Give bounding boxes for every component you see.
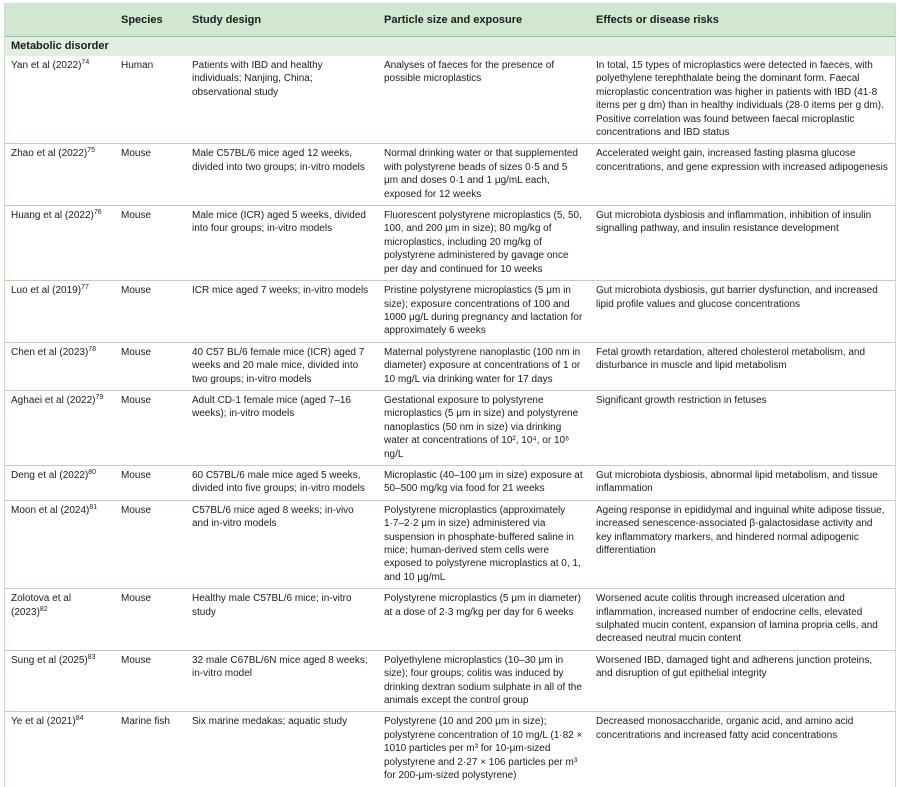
cell-study: [5, 650, 115, 712]
evidence-table: [5, 3, 895, 787]
cell-effects: Ageing response in epididymal and inguinal white adipose tissue, increased senescence-associated β-galactosidase activity and key inflammatory markers, and hindered normal adipogenic differentiation: [590, 500, 895, 588]
cell-study-design: 60 C57BL/6 male mice aged 5 weeks, divided into five groups; in-vitro models: [186, 465, 378, 500]
cell-study-design: 32 male C67BL/6N mice aged 8 weeks; in-vitro model: [186, 650, 378, 712]
table-row: [5, 56, 895, 144]
study-name: Aghaei et al (2022): [11, 394, 96, 406]
reference-number: 74: [81, 59, 90, 66]
cell-species: Mouse: [115, 206, 186, 281]
cell-species: Mouse: [115, 390, 186, 465]
header-study: [5, 3, 115, 37]
cell-effects: In total, 15 types of microplastics were detected in faeces, with polyethylene terephthalate being the dominant form. Faecal microplastic concentration was higher in patients with IBD (41·8 items per g dm) than in healthy individuals (28·0 items per g dm). Positive correlation was found between faecal microplastic concentrations and IBD status: [590, 56, 895, 144]
cell-study: [5, 281, 115, 343]
cell-study-design: Adult CD-1 female mice (aged 7–16 weeks); in-vitro models: [186, 390, 378, 465]
cell-study: [5, 712, 115, 787]
reference-number: 75: [87, 147, 95, 155]
cell-particle-exposure: Analyses of faeces for the presence of possible microplastics: [378, 56, 590, 144]
cell-effects: Fetal growth retardation, altered cholesterol metabolism, and disturbance in muscle and lipid metabolism: [590, 342, 895, 390]
cell-study: [5, 56, 115, 144]
study-name: Chen et al (2023): [11, 346, 89, 358]
cell-study: [5, 390, 115, 465]
header-study-design: Study design: [186, 3, 378, 37]
study-name: Luo et al (2019): [11, 285, 82, 297]
study-name: Zolotova et al (2023): [11, 593, 72, 618]
cell-study: [5, 144, 115, 206]
header-effects: Effects or disease risks: [590, 3, 895, 37]
cell-particle-exposure: Polystyrene microplastics (5 μm in diameter) at a dose of 2·3 mg/kg per day for 6 weeks: [378, 589, 590, 651]
cell-particle-exposure: Fluorescent polystyrene microplastics (5, 50, 100, and 200 μm in size); 80 mg/kg of microplastics, including 20 mg/kg of polystyrene administered by gavage once per day and continued for 10 weeks: [378, 206, 590, 281]
section-label: Metabolic disorder: [5, 37, 895, 57]
reference-number: 81: [89, 503, 98, 511]
cell-particle-exposure: Gestational exposure to polystyrene microplastics (5 μm in size) and polystyrene nanoplastics (50 nm in size) via drinking water at concentrations of 10², 10⁴, or 10⁶ ng/L: [378, 390, 590, 465]
cell-study: [5, 342, 115, 390]
cell-particle-exposure: Polyethylene microplastics (10–30 μm in size); four groups; colitis was induced by drinking dextran sodium sulphate in all of the animals except the control group: [378, 650, 590, 712]
cell-study-design: 40 C57 BL/6 female mice (ICR) aged 7 weeks and 20 male mice, divided into two groups; in-vitro models: [186, 342, 378, 390]
cell-effects: Significant growth restriction in fetuses: [590, 390, 895, 465]
table-row: [5, 650, 895, 712]
cell-particle-exposure: Pristine polystyrene microplastics (5 μm in size); exposure concentrations of 100 and 1000 μg/L during pregnancy and lactation for approximately 6 weeks: [378, 281, 590, 343]
reference-number: 79: [95, 393, 104, 401]
header-particle-size: Particle size and exposure: [378, 3, 590, 37]
cell-species: Mouse: [115, 342, 186, 390]
cell-species: Human: [115, 56, 186, 144]
cell-particle-exposure: Maternal polystyrene nanoplastic (100 nm in diameter) exposure at concentrations of 1 or 10 mg/L via drinking water for 17 days: [378, 342, 590, 390]
cell-study-design: Healthy male C57BL/6 mice; in-vitro study: [186, 589, 378, 651]
cell-species: Marine fish: [121, 716, 170, 728]
table-row: [5, 342, 895, 390]
table-row: [5, 465, 895, 500]
cell-study-design: Six marine medakas; aquatic study: [192, 716, 348, 728]
cell-study-design: Patients with IBD and healthy individuals; Nanjing, China; observational study: [186, 56, 378, 144]
reference-number: 77: [81, 284, 89, 292]
study-name: Moon et al (2024): [11, 504, 90, 516]
table-row: [5, 206, 895, 281]
cell-species: Mouse: [115, 500, 186, 588]
cell-species: Mouse: [115, 144, 186, 206]
study-name: Yan et al (2022): [11, 60, 82, 71]
cell-study-design: Male mice (ICR) aged 5 weeks, divided into four groups; in-vitro models: [186, 206, 378, 281]
header-species: Species: [115, 3, 186, 37]
cell-effects: Decreased monosaccharide, organic acid, and amino acid concentrations and increased fatty acid concentrations: [596, 716, 854, 741]
reference-number: 78: [88, 345, 97, 353]
study-name: Deng et al (2022): [11, 469, 89, 481]
study-name: Huang et al (2022): [11, 210, 94, 222]
cell-effects: Gut microbiota dysbiosis and inflammation, inhibition of insulin signalling pathway, and insulin resistance development: [590, 206, 895, 281]
cell-study: [5, 206, 115, 281]
cell-study-design: ICR mice aged 7 weeks; in-vitro models: [186, 281, 378, 343]
cell-study: [5, 500, 115, 588]
cell-effects: Gut microbiota dysbiosis, abnormal lipid metabolism, and tissue inflammation: [590, 465, 895, 500]
cell-particle-exposure: Microplastic (40–100 μm in size) exposure at 50–500 mg/kg via food for 21 weeks: [378, 465, 590, 500]
reference-number: 83: [87, 653, 96, 661]
cell-effects: Worsened acute colitis through increased ulceration and inflammation, increased number of endocrine cells, elevated sulphated mucin content, expansion of lamina propria cells, and decreased neutral mucin content: [590, 589, 895, 651]
table-row: [5, 712, 895, 787]
cell-species: Mouse: [115, 589, 186, 651]
cell-effects: Worsened IBD, damaged tight and adherens junction proteins, and disruption of gut epithelial integrity: [590, 650, 895, 712]
table-row: [5, 281, 895, 343]
cell-species: Mouse: [115, 281, 186, 343]
section-row: [5, 37, 895, 57]
header-row: [5, 3, 895, 37]
table-row: [5, 144, 895, 206]
table-row: [5, 589, 895, 651]
cell-species: Mouse: [115, 465, 186, 500]
evidence-table-panel: [4, 3, 896, 787]
cell-particle-exposure: Polystyrene microplastics (approximately 1·7–2·2 μm in size) administered via suspension in phosphate-buffered saline in mice; human-derived stem cells were exposed to polystyrene microplastics at 0, 1, and 10 μg/mL: [378, 500, 590, 588]
study-name: Ye et al (2021): [11, 716, 76, 728]
cell-particle-exposure: Polystyrene (10 and 200 μm in size); polystyrene concentration of 10 mg/L (1·82 × 1010 particles per m³ for 10-μm-sized polystyrene and 2·27 × 106 particles per m³ for 200-μm-sized polystyrene): [384, 716, 583, 782]
study-name: Zhao et al (2022): [11, 148, 88, 160]
study-name: Sung et al (2025): [11, 654, 88, 666]
reference-number: 84: [75, 715, 84, 723]
table-row: [5, 390, 895, 465]
cell-study-design: C57BL/6 mice aged 8 weeks; in-vivo and in-vitro models: [186, 500, 378, 588]
cell-species: Mouse: [115, 650, 186, 712]
cell-effects: Gut microbiota dysbiosis, gut barrier dysfunction, and increased lipid profile values and glucose concentrations: [590, 281, 895, 343]
reference-number: 82: [39, 605, 48, 613]
cell-study: [5, 589, 115, 651]
reference-number: 80: [88, 468, 97, 476]
table-row: [5, 500, 895, 588]
cell-study-design: Male C57BL/6 mice aged 12 weeks, divided into two groups; in-vitro models: [186, 144, 378, 206]
cell-effects: Accelerated weight gain, increased fasting plasma glucose concentrations, and gene expression with increased adipogenesis: [590, 144, 895, 206]
reference-number: 76: [93, 209, 102, 217]
cell-study: [5, 465, 115, 500]
cell-particle-exposure: Normal drinking water or that supplemented with polystyrene beads of sizes 0·5 and 5 μm and doses 0·1 and 1 μg/mL each, exposed for 12 weeks: [378, 144, 590, 206]
